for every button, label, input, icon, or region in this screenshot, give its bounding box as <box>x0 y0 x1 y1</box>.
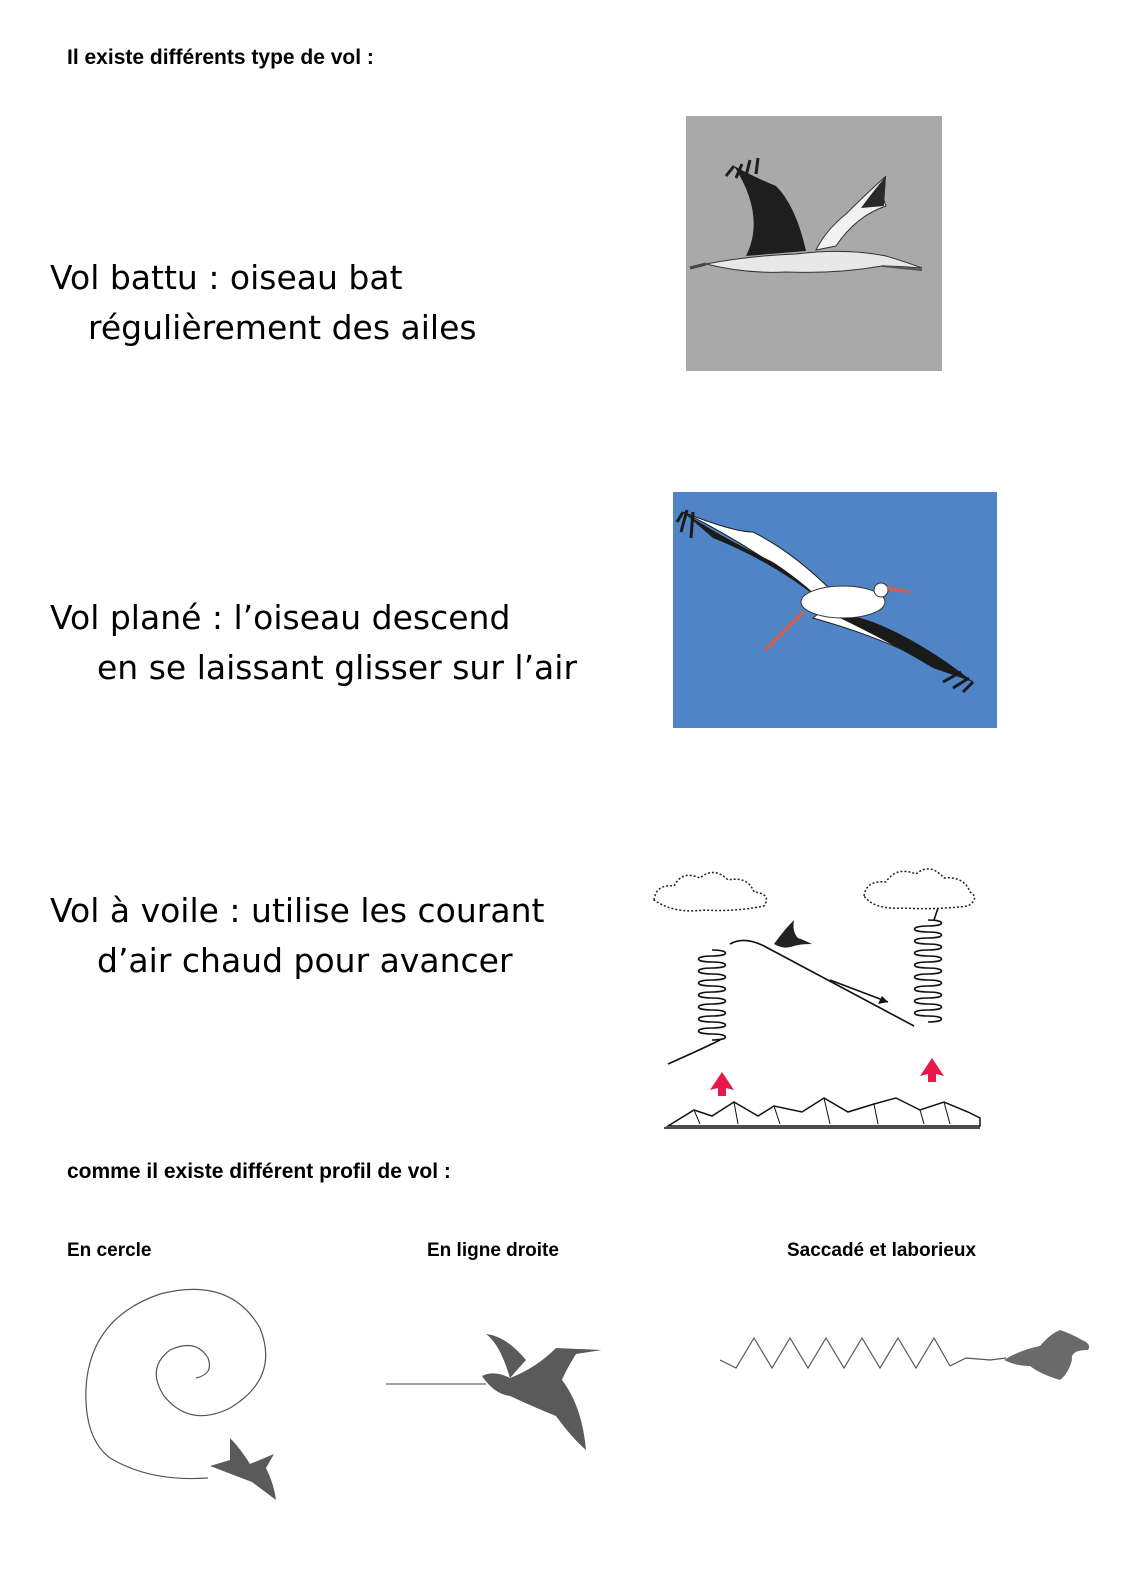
profile-label-saccade: Saccadé et laborieux <box>787 1240 977 1261</box>
vol-battu-text <box>50 253 477 353</box>
vol-plane-text <box>50 593 577 693</box>
profiles-intro-heading: comme il existe différent profil de vol : <box>67 1160 451 1183</box>
straight-flight-bird <box>386 1320 616 1470</box>
intro-heading: Il existe différents type de vol : <box>67 46 374 69</box>
soaring-thermals-diagram <box>634 840 984 1136</box>
vol-voile-text <box>50 886 544 986</box>
vol-voile-line1: Vol à voile : utilise les courant <box>50 891 545 930</box>
profile-label-ligne-droite: En ligne droite <box>427 1240 559 1261</box>
vol-battu-line1: Vol battu : oiseau bat <box>50 258 403 297</box>
profile-label-cercle: En cercle <box>67 1240 152 1261</box>
stork-flapping-photo <box>686 116 942 371</box>
vol-battu-line2: régulièrement des ailes <box>88 308 477 347</box>
vol-plane-line1: Vol plané : l’oiseau descend <box>50 598 511 637</box>
stork-gliding-photo <box>673 492 997 728</box>
vol-voile-line2: d’air chaud pour avancer <box>97 941 513 980</box>
vol-plane-line2: en se laissant glisser sur l’air <box>97 648 578 687</box>
zigzag-flight-bird <box>720 1320 1100 1400</box>
circle-flight-bird <box>80 1278 300 1508</box>
